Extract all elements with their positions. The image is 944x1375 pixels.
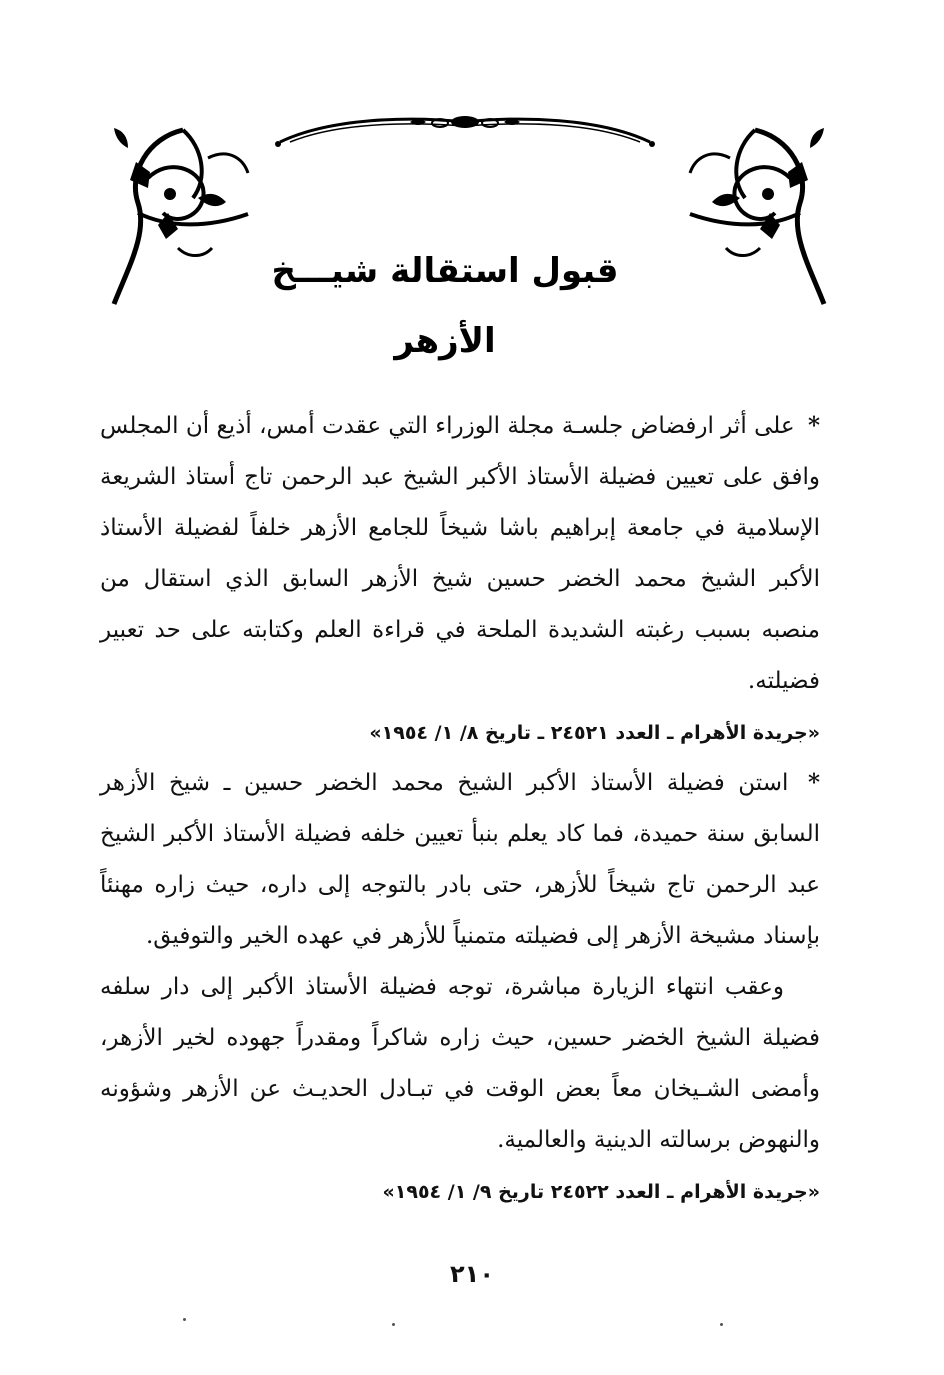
source-citation-2: «جريدة الأهرام ـ العدد ٢٤٥٢٢ تاريخ ٩/ ١/ ١٩٥٤» — [382, 1181, 820, 1203]
right-corner-flourish-ornament — [680, 118, 830, 308]
article-body — [100, 400, 820, 1216]
header-scroll-ornament — [270, 108, 660, 148]
paragraph-2 — [100, 757, 820, 962]
paragraph-text: استن فضيلة الأستاذ الأكبر الشيخ محمد الخضر حسين ـ شيخ الأزهر السابق سنة حميدة، فما كاد يعلم بنبأ تعيين خلفه فضيلة الأستاذ الأكبر الشيخ عبد الرحمن تاج شيخاً للأزهر، حتى بادر بالتوجه إلى داره، حيث زاره مهنئاً بإسناد مشيخة الأزهر إلى فضيلته متمنياً للأزهر في عهده الخير والتوفيق. — [100, 770, 820, 949]
print-speck — [720, 1323, 723, 1326]
page-number: ٢١٠ — [450, 1260, 494, 1288]
paragraph-1 — [100, 400, 820, 707]
paragraph-text: وعقب انتهاء الزيارة مباشرة، توجه فضيلة الأستاذ الأكبر إلى دار سلفه فضيلة الشيخ الخضر حسين، حيث زاره شاكراً ومقدراً جهوده لخير الأزهر، وأمضى الشـيخان معاً بعض الوقت في تبـادل الحديـث عن الأزهر وشؤونه والنهوض برسالته الدينية والعالمية. — [100, 974, 820, 1153]
bullet-marker: * — [807, 412, 820, 439]
source-citation-1: «جريدة الأهرام ـ العدد ٢٤٥٢١ ـ تاريخ ٨/ ١/ ١٩٥٤» — [369, 722, 820, 744]
print-speck — [183, 1318, 186, 1321]
bullet-marker: * — [807, 769, 821, 796]
print-speck — [392, 1323, 395, 1326]
article-title: قبول استقالة شيـــخ الأزهر — [271, 251, 619, 361]
paragraph-text: على أثر ارفضاض جلسـة مجلة الوزراء التي عقدت أمس، أذيع أن المجلس وافق على تعيين فضيلة الأستاذ الأكبر الشيخ عبد الرحمن تاج أستاذ الشريعة الإسلامية في جامعة إبراهيم باشا شيخاً للجامع الأزهر خلفاً لفضيلة الأستاذ الأكبر الشيخ محمد الخضر حسين شيخ الأزهر السابق الذي استقال من منصبه بسبب رغبته الشديدة الملحة في قراءة العلم وكتابته على حد تعبير فضيلته. — [100, 413, 820, 694]
paragraph-3 — [100, 962, 820, 1166]
